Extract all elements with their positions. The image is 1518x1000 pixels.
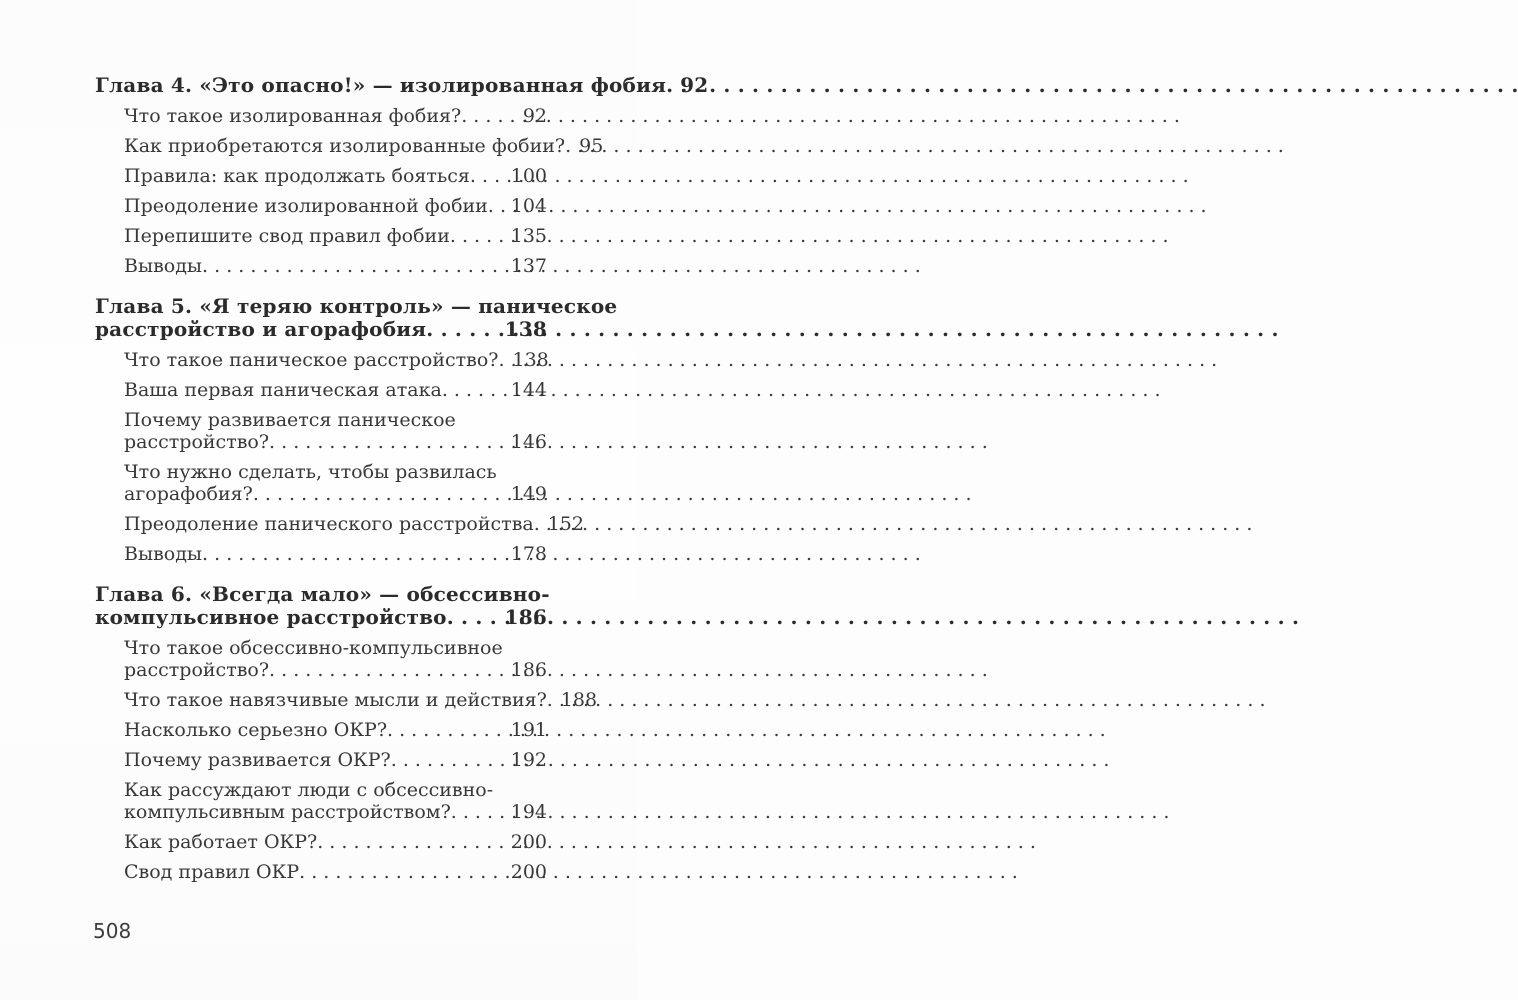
dot-leader — [461, 105, 519, 127]
entry-text: Что нужно сделать, чтобы развилась — [124, 461, 497, 483]
dot-leader — [202, 543, 507, 565]
toc-item — [95, 165, 547, 187]
entry-text: Как работает ОКР? — [124, 831, 318, 853]
toc-item-line — [124, 513, 584, 535]
dot-leader — [450, 225, 507, 247]
chapter-heading-line — [95, 73, 709, 97]
entry-text: Что такое изолированная фобия? — [124, 105, 462, 127]
entry-text: Перепишите свод правил фобии — [124, 225, 450, 247]
entry-page-number: 186 — [504, 605, 547, 629]
entry-text: Почему развивается паническое — [124, 409, 456, 431]
entry-text: Правила: как продолжать бояться — [124, 165, 470, 187]
entry-text: Выводы — [124, 543, 203, 565]
toc-item-line — [124, 861, 547, 883]
entry-page-number: 138 — [504, 317, 547, 341]
entry-page-number: 200 — [510, 831, 547, 853]
entry-text: Преодоление изолированной фобии — [124, 195, 488, 217]
entry-page-number: 200 — [510, 861, 547, 883]
dot-leader — [451, 801, 507, 823]
toc-section — [95, 73, 709, 277]
toc-item — [95, 105, 547, 127]
entry-page-number: 152 — [547, 513, 584, 535]
toc-item-line — [124, 225, 547, 247]
entry-page-number: 135 — [510, 225, 547, 247]
dot-leader — [534, 513, 544, 535]
entry-text: агорафобия? — [124, 483, 253, 505]
toc-item — [95, 719, 547, 741]
entry-text: компульсивное расстройство — [95, 605, 447, 629]
toc-item-line — [124, 105, 547, 127]
entry-page-number: 178 — [510, 543, 547, 565]
dot-leader — [666, 74, 676, 97]
toc-item-line — [124, 749, 547, 771]
entry-text: расстройство? — [124, 431, 270, 453]
toc-item-line — [124, 543, 547, 565]
entry-page-number: 194 — [510, 801, 547, 823]
entry-page-number: 146 — [510, 431, 547, 453]
dot-leader — [447, 606, 501, 629]
entry-page-number: 95 — [579, 135, 604, 157]
toc-item — [95, 135, 604, 157]
dot-leader — [442, 379, 507, 401]
toc-item-line — [124, 719, 547, 741]
entry-text: Как приобретаются изолированные фобии? — [124, 135, 566, 157]
dot-leader — [299, 861, 507, 883]
dot-leader — [488, 195, 507, 217]
dot-leader — [317, 831, 507, 853]
entry-page-number: 137 — [510, 255, 547, 277]
chapter-heading — [95, 294, 618, 341]
entry-text: Что такое обсессивно-компульсивное — [124, 637, 503, 659]
chapter-heading-line — [95, 606, 547, 629]
entry-text: компульсивным расстройством? — [124, 801, 451, 823]
toc-item — [95, 461, 547, 505]
page-folio: 508 — [93, 919, 132, 943]
dot-leader — [269, 659, 507, 681]
toc-item — [95, 409, 547, 453]
toc-item — [95, 831, 547, 853]
toc-item-line — [124, 431, 547, 453]
dot-leader — [547, 689, 557, 711]
toc-section — [95, 294, 618, 565]
toc-item — [95, 225, 547, 247]
entry-page-number: 149 — [510, 483, 547, 505]
toc-item-line — [124, 409, 547, 431]
toc-item — [95, 749, 547, 771]
toc-item — [95, 379, 547, 401]
chapter-heading-line — [95, 582, 550, 606]
dot-leader — [470, 165, 507, 187]
toc-item-line — [124, 637, 547, 659]
entry-page-number: 144 — [510, 379, 547, 401]
book-page — [0, 0, 709, 1000]
entry-text: Глава 5. «Я теряю контроль» — паническое — [95, 294, 618, 318]
table-of-contents — [95, 73, 709, 883]
dot-leader — [269, 431, 507, 453]
entry-page-number: 92 — [522, 105, 547, 127]
dot-leader — [426, 318, 500, 341]
toc-item-line — [124, 659, 547, 681]
entry-text: Свод правил ОКР — [124, 861, 300, 883]
entry-page-number: 191 — [510, 719, 547, 741]
toc-item — [95, 861, 547, 883]
entry-page-number: 188 — [560, 689, 598, 711]
chapter-heading — [95, 73, 709, 97]
entry-page-number: 186 — [510, 659, 547, 681]
toc-item-line — [124, 135, 604, 157]
toc-item-line — [124, 195, 547, 217]
chapter-heading — [95, 582, 550, 629]
entry-page-number: 104 — [510, 195, 547, 217]
entry-text: Что такое навязчивые мысли и действия? — [124, 689, 547, 711]
entry-text: Почему развивается ОКР? — [124, 749, 391, 771]
toc-item — [95, 513, 584, 535]
entry-text: Выводы — [124, 255, 203, 277]
toc-item — [95, 255, 547, 277]
entry-page-number: 100 — [510, 165, 547, 187]
entry-page-number: 92 — [680, 73, 709, 97]
toc-item — [95, 195, 547, 217]
dot-leader — [565, 135, 575, 157]
entry-text: Ваша первая паническая атака — [124, 379, 442, 401]
chapter-heading-line — [95, 318, 547, 341]
entry-text: расстройство и агорафобия — [95, 317, 427, 341]
entry-text: Что такое паническое расстройство? — [124, 349, 499, 371]
dot-leader — [499, 349, 509, 371]
toc-item-line — [124, 255, 547, 277]
toc-item-line — [124, 483, 547, 505]
toc-item-line — [124, 461, 547, 483]
entry-text: расстройство? — [124, 659, 270, 681]
dot-leader — [202, 255, 507, 277]
entry-text: Глава 6. «Всегда мало» — обсессивно- — [95, 582, 550, 606]
entry-text: Как рассуждают люди с обсессивно- — [124, 779, 494, 801]
toc-item-line — [124, 801, 547, 823]
toc-item-line — [124, 349, 547, 371]
toc-section — [95, 582, 598, 883]
toc-item-line — [124, 165, 547, 187]
entry-text: Преодоление панического расстройства — [124, 513, 534, 535]
entry-page-number: 192 — [510, 749, 547, 771]
toc-item-line — [124, 379, 547, 401]
dot-leader — [253, 483, 507, 505]
toc-item — [95, 543, 547, 565]
toc-item — [95, 689, 598, 711]
dot-leader — [391, 749, 507, 771]
entry-page-number: 138 — [512, 349, 549, 371]
toc-item-line — [124, 831, 547, 853]
toc-item — [95, 349, 547, 371]
toc-item — [95, 637, 547, 681]
chapter-heading-line — [95, 294, 618, 318]
toc-item-line — [124, 779, 547, 801]
toc-item-line — [124, 689, 598, 711]
entry-text: Глава 4. «Это опасно!» — изолированная фобия — [95, 73, 667, 97]
toc-item — [95, 779, 547, 823]
entry-text: Насколько серьезно ОКР? — [124, 719, 388, 741]
dot-leader — [387, 719, 507, 741]
